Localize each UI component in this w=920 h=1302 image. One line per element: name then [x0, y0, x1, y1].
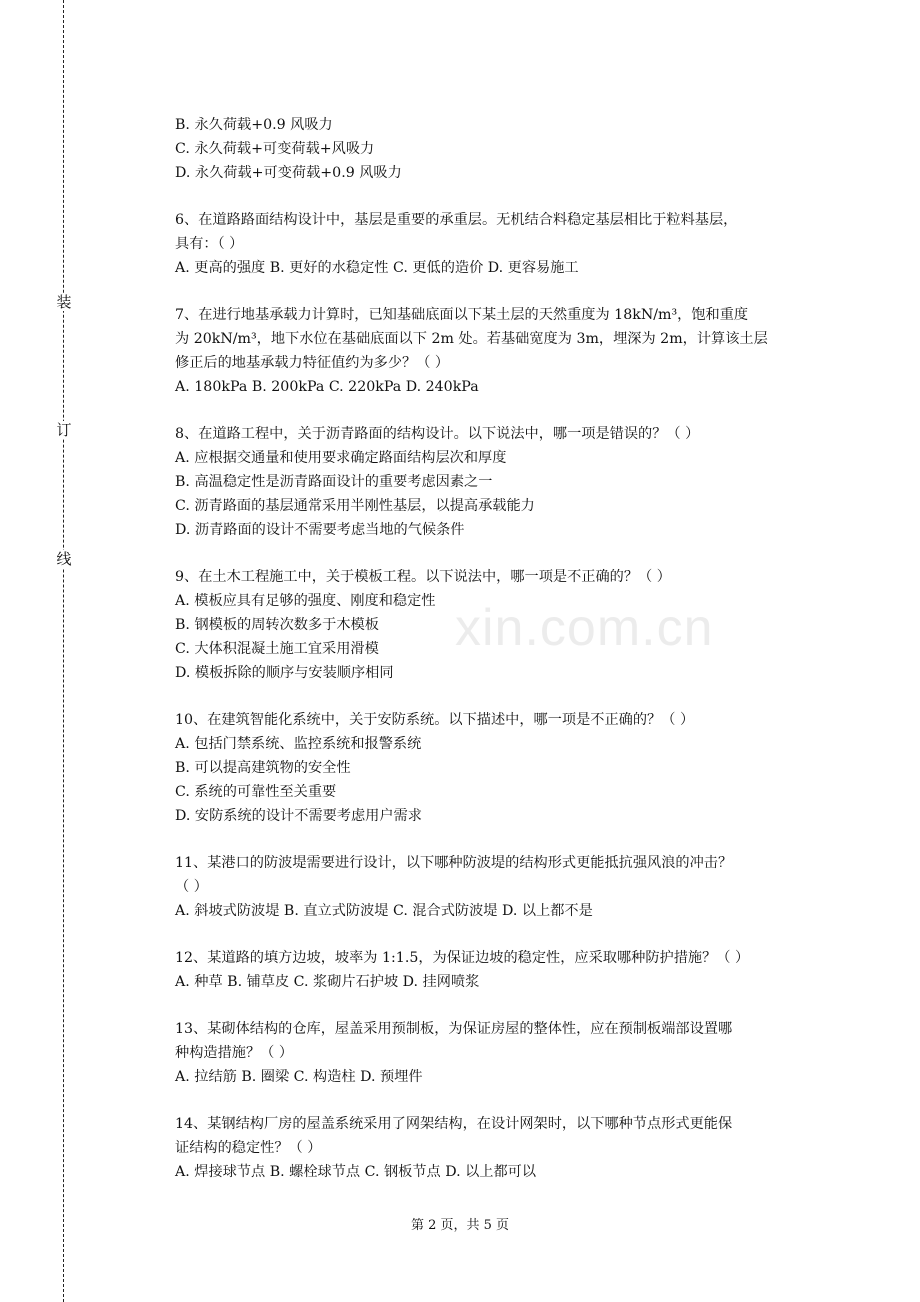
- option-line: A. 模板应具有足够的强度、刚度和稳定性: [175, 593, 436, 609]
- question-block: [175, 1017, 830, 1089]
- question-text: （ ）: [175, 879, 208, 895]
- option-line: D. 模板拆除的顺序与安装顺序相同: [175, 665, 394, 681]
- watermark: xin.com.cn: [455, 599, 714, 657]
- page-footer: 第 2 页，共 5 页: [410, 1218, 510, 1233]
- question-text: 12、某道路的填方边坡，坡率为 1:1.5，为保证边坡的稳定性，应采取哪种防护措施？（ ）: [175, 950, 750, 966]
- option-line: A. 180kPa B. 200kPa C. 220kPa D. 240kPa: [175, 379, 479, 395]
- question-text: 10、在建筑智能化系统中，关于安防系统。以下描述中，哪一项是不正确的？（ ）: [175, 712, 695, 728]
- question-text: 证结构的稳定性？（ ）: [175, 1140, 322, 1156]
- option-line: A. 包括门禁系统、监控系统和报警系统: [175, 736, 422, 752]
- question-text: 6、在道路路面结构设计中，基层是重要的承重层。无机结合料稳定基层相比于粒料基层，: [175, 212, 738, 228]
- question-text: 修正后的地基承载力特征值约为多少？（ ）: [175, 355, 450, 371]
- option-line: D. 永久荷载+可变荷载+0.9 风吸力: [175, 165, 402, 181]
- binding-label-zhuang: 装: [56, 293, 72, 311]
- question-block: [175, 708, 830, 828]
- option-line: A. 应根据交通量和使用要求确定路面结构层次和厚度: [175, 450, 507, 466]
- option-line: A. 更高的强度 B. 更好的水稳定性 C. 更低的造价 D. 更容易施工: [175, 260, 579, 276]
- option-line: C. 沥青路面的基层通常采用半刚性基层，以提高承载能力: [175, 498, 535, 514]
- option-line: C. 大体积混凝土施工宜采用滑模: [175, 641, 379, 657]
- option-line: A. 种草 B. 铺草皮 C. 浆砌片石护坡 D. 挂网喷浆: [175, 974, 480, 990]
- option-line: C. 系统的可靠性至关重要: [175, 784, 337, 800]
- question-text: 种构造措施？（ ）: [175, 1045, 294, 1061]
- question-block: [175, 851, 830, 923]
- question-block: [175, 1112, 830, 1184]
- question-text: 为 20kN/m³，地下水位在基础底面以下 2m 处。若基础宽度为 3m，埋深为 2m，计算该土层: [175, 331, 768, 347]
- option-line: A. 焊接球节点 B. 螺栓球节点 C. 钢板节点 D. 以上都可以: [175, 1164, 537, 1180]
- binding-dashed-line: [63, 0, 64, 1302]
- question-list: [175, 113, 830, 1184]
- option-line: A. 拉结筋 B. 圈梁 C. 构造柱 D. 预埋件: [175, 1069, 423, 1085]
- option-line: B. 永久荷载+0.9 风吸力: [175, 117, 333, 133]
- question-block: [175, 422, 830, 542]
- question-text: 11、某港口的防波堤需要进行设计，以下哪种防波堤的结构形式更能抵抗强风浪的冲击？: [175, 855, 733, 871]
- binding-label-xian: 线: [56, 550, 72, 568]
- binding-label-ding: 订: [56, 421, 72, 439]
- option-line: B. 可以提高建筑物的安全性: [175, 760, 351, 776]
- option-line: B. 钢模板的周转次数多于木模板: [175, 617, 379, 633]
- question-block: [175, 946, 830, 994]
- question-text: 14、某钢结构厂房的屋盖系统采用了网架结构，在设计网架时，以下哪种节点形式更能保: [175, 1116, 733, 1132]
- option-line: D. 安防系统的设计不需要考虑用户需求: [175, 808, 422, 824]
- question-text: 8、在道路工程中，关于沥青路面的结构设计。以下说法中，哪一项是错误的？（ ）: [175, 426, 700, 442]
- option-line: A. 斜坡式防波堤 B. 直立式防波堤 C. 混合式防波堤 D. 以上都不是: [175, 903, 593, 919]
- option-line: C. 永久荷载+可变荷载+风吸力: [175, 141, 375, 157]
- question-text: 9、在土木工程施工中，关于模板工程。以下说法中，哪一项是不正确的？（ ）: [175, 569, 671, 585]
- question-block: [175, 303, 830, 399]
- option-line: D. 沥青路面的设计不需要考虑当地的气候条件: [175, 522, 465, 538]
- question-block: [175, 565, 830, 685]
- question-text: 具有：（ ）: [175, 236, 244, 252]
- question-text: 7、在进行地基承载力计算时，已知基础底面以下某土层的天然重度为 18kN/m³，饱和重度: [175, 307, 749, 323]
- option-line: B. 高温稳定性是沥青路面设计的重要考虑因素之一: [175, 474, 493, 490]
- question-block: [175, 208, 830, 280]
- question-5-continuation: [175, 113, 830, 185]
- question-text: 13、某砌体结构的仓库，屋盖采用预制板，为保证房屋的整体性，应在预制板端部设置哪: [175, 1021, 733, 1037]
